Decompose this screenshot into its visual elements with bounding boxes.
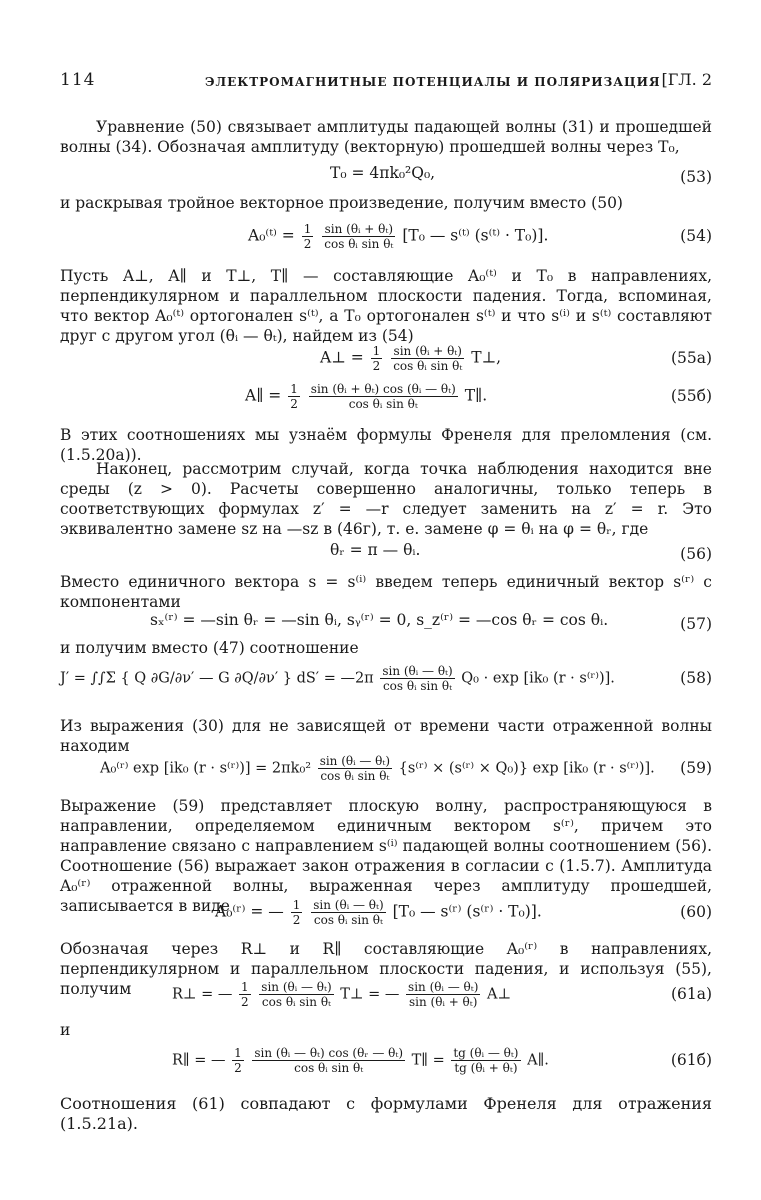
eq60-rhs: [T₀ — s⁽ʳ⁾ (s⁽ʳ⁾ · T₀)]. [392,902,542,921]
eq60-lhs: A₀⁽ʳ⁾ = — [215,902,284,921]
equation-61b [60,1046,712,1080]
paragraph-6: Вместо единичного вектора s = s⁽ⁱ⁾ введем теперь единичный вектор s⁽ʳ⁾ с компонентами [60,573,712,611]
eq61b-frac3-den: tg (θᵢ + θₜ) [454,1061,518,1075]
page-header [60,70,712,92]
equation-55a [60,344,712,378]
eq55b-lhs: A∥ = [245,386,282,405]
eq61b-frac2-den: cos θᵢ sin θₜ [294,1061,364,1075]
eq54-lhs: A₀⁽ᵗ⁾ = [248,226,295,245]
equation-55a-number: (55а) [670,349,712,367]
eq54-frac2-den: cos θᵢ sin θₜ [324,237,394,251]
eq55b-frac1-den: 2 [290,397,298,411]
equation-59 [60,754,712,788]
eq60-frac1-num: 1 [292,898,301,912]
eq55b-frac2-den: cos θᵢ sin θₜ [348,397,418,411]
paragraph-1: Уравнение (50) связывает амплитуды падающей волны (31) и прошедшей волны (34). Обозначая амплитуду (векторную) прошедшей волны через T₀, [60,118,712,156]
eq58-rhs: Q₀ · exp [ik₀ (r · s⁽ʳ⁾)]. [461,670,615,687]
paragraph-5: Наконец, рассмотрим случай, когда точка наблюдения находится вне среды (z > 0). Расчеты совершенно аналогичны, только теперь в соответствующих формулах z′ = —r следует заменить на z′ = r. Это эквивалентно замене sz на —sz в (46г), т. е. замене φ = θᵢ на φ = θᵣ, где [60,460,712,538]
paragraph-12: Соотношения (61) совпадают с формулами Френеля для отражения (1.5.21а). [60,1094,712,1133]
equation-56 [60,540,712,574]
eq61b-frac2-num: sin (θᵢ — θₜ) cos (θᵣ — θₜ) [254,1046,403,1060]
eq54-frac1-num: 1 [303,222,312,236]
eq55b-frac2-num: sin (θᵢ + θₜ) cos (θᵢ — θₜ) [310,382,456,396]
eq61b-mid: T∥ = [411,1052,445,1069]
equation-61a-number: (61а) [670,985,712,1003]
eq60-frac2-num: sin (θᵢ — θₜ) [313,898,384,912]
paragraph-7: и получим вместо (47) соотношение [60,639,359,657]
eq55a-frac1-den: 2 [372,359,381,373]
eq59-rhs: {s⁽ʳ⁾ × (s⁽ʳ⁾ × Q₀)} exp [ik₀ (r · s⁽ʳ⁾)]. [398,760,655,777]
eq58-lhs: J′ = ∫∫Σ { Q ∂G/∂ν′ — G ∂Q/∂ν′ } dS′ = —2π [60,670,374,687]
eq61a-mid: T⊥ = — [340,986,400,1003]
equation-58-number: (58) [680,669,712,687]
running-title: ЭЛЕКТРОМАГНИТНЫЕ ПОТЕНЦИАЛЫ И ПОЛЯРИЗАЦИЯ [205,75,661,89]
eq60-frac2-den: cos θᵢ sin θₜ [313,913,383,927]
eq54-frac1-den: 2 [303,237,312,251]
equation-55b [60,382,712,416]
equation-60-number: (60) [680,903,712,921]
eq61b-frac1-den: 2 [234,1061,242,1075]
equation-61a [60,980,712,1014]
equation-53 [60,163,712,197]
eq54-rhs: [T₀ — s⁽ᵗ⁾ (s⁽ᵗ⁾ · T₀)]. [402,226,549,245]
paragraph-11: и [60,1021,71,1039]
eq61b-frac3-num: tg (θᵢ — θₜ) [453,1046,519,1060]
eq59-frac-num: sin (θᵢ — θₜ) [319,754,391,768]
paragraph-2: и раскрывая тройное векторное произведение, получим вместо (50) [60,194,623,212]
eq58-frac-den: cos θᵢ sin θₜ [382,679,453,693]
equation-58 [60,664,712,698]
eq55b-rhs: T∥. [464,386,488,405]
eq59-frac-den: cos θᵢ sin θₜ [320,769,390,783]
eq60-frac1-den: 2 [292,913,301,927]
equation-57-number: (57) [680,615,712,633]
eq61a-frac3-den: sin (θᵢ + θₜ) [409,995,478,1009]
eq55a-frac2-num: sin (θᵢ + θₜ) [391,344,464,359]
paragraph-4: В этих соотношениях мы узнаём формулы Френеля для преломления (см. (1.5.20а)). [60,426,712,464]
eq61a-frac3-num: sin (θᵢ — θₜ) [408,980,479,994]
eq61b-frac1-num: 1 [234,1046,242,1060]
equation-61b-number: (61б) [670,1051,712,1069]
equation-55b-number: (55б) [670,387,712,405]
eq61a-frac2-num: sin (θᵢ — θₜ) [261,980,332,994]
equation-60 [60,898,712,932]
paragraph-8: Из выражения (30) для не зависящей от времени части отраженной волны находим [60,717,712,755]
eq55b-frac1-num: 1 [290,382,298,396]
eq59-lhs: A₀⁽ʳ⁾ exp [ik₀ (r · s⁽ʳ⁾)] = 2πk₀² [100,760,312,777]
equation-53-number: (53) [680,168,712,186]
eq61a-frac2-den: cos θᵢ sin θₜ [261,995,331,1009]
equation-59-number: (59) [680,759,712,777]
paragraph-9: Выражение (59) представляет плоскую волну, распространяющуюся в направлении, определяемом единичным вектором s⁽ʳ⁾, причем это направление связано с направлением s⁽ⁱ⁾ падающей волны соотношением (56). Соотношение (56) выражает закон отражения в согласии с (1.5.7). Амплитуда A₀⁽ʳ⁾ отраженной волны, выраженная через амплитуду прошедшей, записывается в виде [60,797,712,915]
chapter-label: [ГЛ. 2 [661,70,712,89]
eq55a-lhs: A⊥ = [320,348,364,367]
equation-53-body: T₀ = 4πk₀²Q₀, [330,164,436,182]
page-number: 114 [60,70,96,90]
eq58-frac-num: sin (θᵢ — θₜ) [382,664,453,678]
eq61b-rhs: A∥. [527,1052,549,1069]
eq55a-frac2-den: cos θᵢ sin θₜ [393,359,463,373]
equation-54 [60,222,712,256]
eq61a-frac1-den: 2 [241,995,249,1009]
eq55a-rhs: T⊥, [471,348,502,367]
equation-54-number: (54) [680,227,712,245]
eq61b-lhs: R∥ = — [172,1052,226,1069]
paragraph-3: Пусть A⊥, A∥ и T⊥, T∥ — составляющие A₀⁽ᵗ⁾ и T₀ в направлениях, перпендикулярном и параллельном плоскости падения. Тогда, вспоминая, что вектор A₀⁽ᵗ⁾ ортогонален s⁽ᵗ⁾, а T₀ ортогонален s⁽ᵗ⁾ и что s⁽ⁱ⁾ и s⁽ᵗ⁾ составляют друг с другом угол (θᵢ — θₜ), найдем из (54) [60,267,712,345]
paragraph-10: Обозначая через R⊥ и R∥ составляющие A₀⁽ʳ⁾ в направлениях, перпендикулярном и параллельном плоскости падения, и используя (55), получим [60,940,712,998]
equation-56-body: θᵣ = π — θᵢ. [330,541,421,559]
equation-56-number: (56) [680,545,712,563]
eq61a-lhs: R⊥ = — [172,986,233,1003]
eq61a-rhs: A⊥ [487,986,512,1003]
eq55a-frac1-num: 1 [372,344,381,358]
eq61a-frac1-num: 1 [241,980,249,994]
equation-57-body: sₓ⁽ʳ⁾ = —sin θᵣ = —sin θᵢ, sᵧ⁽ʳ⁾ = 0, s_z⁽ʳ⁾ = —cos θᵣ = cos θᵢ. [150,611,609,629]
eq54-frac2-num: sin (θᵢ + θₜ) [322,222,395,237]
